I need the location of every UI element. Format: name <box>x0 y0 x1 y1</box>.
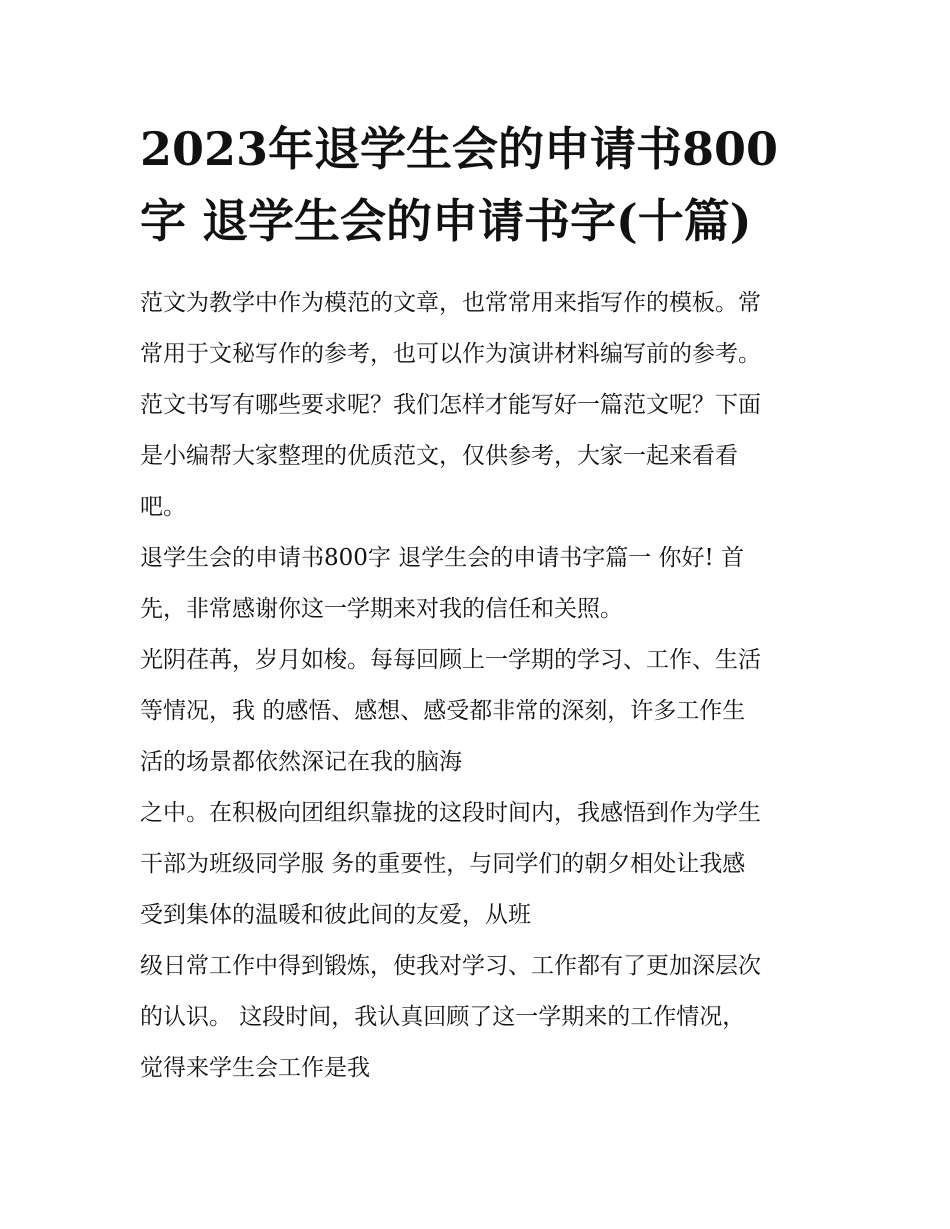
text-line: 吧。 <box>140 494 186 520</box>
paragraph-conclusion <box>140 941 820 1094</box>
text-line: 的认识。 这段时间，我认真回顾了这一学期来的工作情况， <box>140 1004 746 1030</box>
title-line-1: 2023年退学生会的申请书800 <box>140 122 779 176</box>
document-title <box>140 113 820 257</box>
text-line: 是小编帮大家整理的优质范文，仅供参考，大家一起来看看 <box>140 443 738 469</box>
text-line: 范文书写有哪些要求呢？我们怎样才能写好一篇范文呢？下面 <box>140 392 761 418</box>
paragraph-experience <box>140 788 820 941</box>
text-line: 觉得来学生会工作是我 <box>140 1055 370 1081</box>
text-line: 之中。在积极向团组织靠拢的这段时间内，我感悟到作为学生 <box>140 800 761 826</box>
title-line-2: 字 退学生会的申请书字(十篇) <box>140 194 752 248</box>
text-line: 干部为班级同学服 务的重要性，与同学们的朝夕相处让我感 <box>140 851 746 877</box>
text-line: 受到集体的温暖和彼此间的友爱，从班 <box>140 902 531 928</box>
paragraph-intro <box>140 278 820 533</box>
paragraph-reflection <box>140 635 820 788</box>
text-line: 活的场景都依然深记在我的脑海 <box>140 749 462 775</box>
text-line: 光阴荏苒，岁月如梭。每每回顾上一学期的学习、工作、生活 <box>140 647 761 673</box>
text-line: 等情况，我 的感悟、感想、感受都非常的深刻，许多工作生 <box>140 698 746 724</box>
paragraph-greeting <box>140 533 820 635</box>
text-line: 先，非常感谢你这一学期来对我的信任和关照。 <box>140 596 623 622</box>
text-line: 常用于文秘写作的参考，也可以作为演讲材料编写前的参考。 <box>140 341 761 367</box>
text-line: 范文为教学中作为模范的文章，也常常用来指写作的模板。常 <box>140 290 761 316</box>
text-line: 退学生会的申请书800字 退学生会的申请书字篇一 你好! 首 <box>140 545 745 571</box>
text-line: 级日常工作中得到锻炼，使我对学习、工作都有了更加深层次 <box>140 953 761 979</box>
document-body <box>140 278 820 1094</box>
